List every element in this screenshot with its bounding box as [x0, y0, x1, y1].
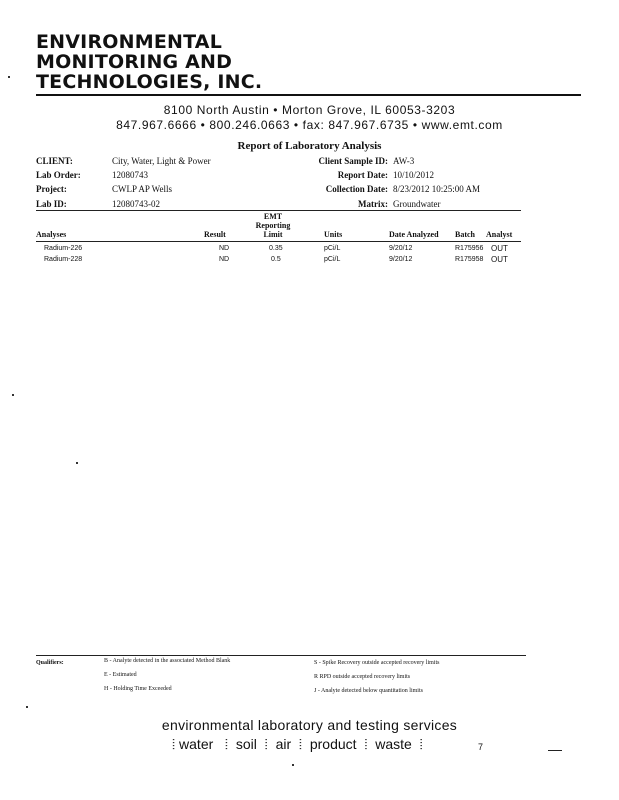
- report-date-label: Report Date:: [337, 170, 388, 180]
- qualifier-e: E - Estimated: [104, 672, 137, 678]
- row-1-limit: 0.35: [269, 245, 283, 252]
- client-value: City, Water, Light & Power: [112, 156, 211, 166]
- qualifier-h: H - Holding Time Exceeded: [104, 686, 172, 692]
- sample-id-label: Client Sample ID:: [318, 156, 388, 166]
- services-separator: ⦙: [295, 736, 306, 752]
- services-bar: [172, 736, 423, 753]
- scan-speck: [26, 706, 28, 708]
- qualifier-b: B - Analyte detected in the associated Method Blank: [104, 658, 231, 664]
- header-date-analyzed: Date Analyzed: [389, 230, 439, 239]
- footer-tagline: environmental laboratory and testing services: [161, 717, 458, 733]
- matrix-value: Groundwater: [393, 199, 441, 209]
- lab-order-label: Lab Order:: [36, 170, 81, 180]
- header-limit-line-2: Reporting: [255, 221, 291, 230]
- address-contact: 847.967.6666 • 800.246.0663 • fax: 847.967.6735 • www.emt.com: [116, 118, 503, 132]
- company-name: [36, 32, 262, 92]
- info-divider: [36, 210, 521, 211]
- project-value: CWLP AP Wells: [112, 184, 172, 194]
- row-1-units: pCi/L: [324, 245, 341, 252]
- service-air: air: [275, 736, 292, 752]
- lab-id-value: 12080743-02: [112, 199, 160, 209]
- page-number: 7: [478, 742, 484, 752]
- sample-id-value: AW-3: [393, 156, 415, 166]
- service-waste: waste: [375, 736, 412, 752]
- company-name-line-3: TECHNOLOGIES, INC.: [36, 71, 263, 93]
- project-label: Project:: [36, 184, 67, 194]
- address-street: 8100 North Austin • Morton Grove, IL 60053-3203: [163, 103, 456, 117]
- report-date-value: 10/10/2012: [393, 170, 435, 180]
- lab-order-value: 12080743: [112, 170, 148, 180]
- qualifiers-label: Qualifiers:: [36, 660, 64, 666]
- services-separator: ⦙: [415, 736, 423, 752]
- lab-id-label: Lab ID:: [36, 199, 67, 209]
- row-2-limit: 0.5: [271, 256, 281, 263]
- table-header-divider: [36, 241, 521, 242]
- service-soil: soil: [235, 736, 257, 752]
- header-analyst: Analyst: [486, 230, 513, 239]
- company-name-line-1: ENVIRONMENTAL: [36, 31, 223, 53]
- row-2-batch: R175958: [455, 256, 484, 263]
- scan-speck: [292, 764, 294, 766]
- row-1-analyte: Radium-226: [44, 245, 83, 252]
- scan-speck: [8, 76, 10, 78]
- header-batch: Batch: [455, 230, 475, 239]
- services-separator: ⦙: [260, 736, 272, 752]
- report-title: Report of Laboratory Analysis: [237, 140, 382, 152]
- company-name-line-2: MONITORING AND: [36, 51, 233, 73]
- header-analyses: Analyses: [36, 230, 67, 239]
- client-label: CLIENT:: [36, 156, 73, 166]
- collection-date-value: 8/23/2012 10:25:00 AM: [393, 184, 481, 194]
- qualifiers-divider: [36, 655, 526, 656]
- service-product: product: [309, 736, 357, 752]
- services-separator: ⦙: [360, 736, 372, 752]
- qualifier-r: R RPD outside accepted recovery limits: [314, 674, 411, 680]
- service-water: water: [179, 736, 214, 752]
- row-2-analyte: Radium-228: [44, 256, 83, 263]
- header-reporting-limit: [244, 212, 302, 239]
- row-1-result: ND: [219, 245, 230, 252]
- header-limit-line-1: EMT: [263, 212, 283, 221]
- scan-speck: [12, 394, 14, 396]
- row-2-date: 9/20/12: [389, 256, 413, 263]
- collection-date-label: Collection Date:: [325, 184, 388, 194]
- footer-dash: [548, 750, 562, 751]
- matrix-label: Matrix:: [358, 199, 388, 209]
- qualifier-s: S - Spike Recovery outside accepted recovery limits: [314, 660, 440, 666]
- row-1-batch: R175956: [455, 245, 484, 252]
- header-result: Result: [204, 230, 226, 239]
- header-units: Units: [324, 230, 343, 239]
- scan-speck: [76, 462, 78, 464]
- row-2-result: ND: [219, 256, 230, 263]
- services-separator: ⦙: [172, 736, 176, 752]
- row-2-analyst: OUT: [491, 255, 508, 264]
- row-1-analyst: OUT: [491, 244, 508, 253]
- row-2-units: pCi/L: [324, 256, 341, 263]
- header-limit-line-3: Limit: [263, 230, 283, 239]
- header-rule: [36, 94, 581, 96]
- row-1-date: 9/20/12: [389, 245, 413, 252]
- qualifier-j: J - Analyte detected below quantitation limits: [314, 688, 423, 694]
- services-separator: ⦙: [217, 736, 232, 752]
